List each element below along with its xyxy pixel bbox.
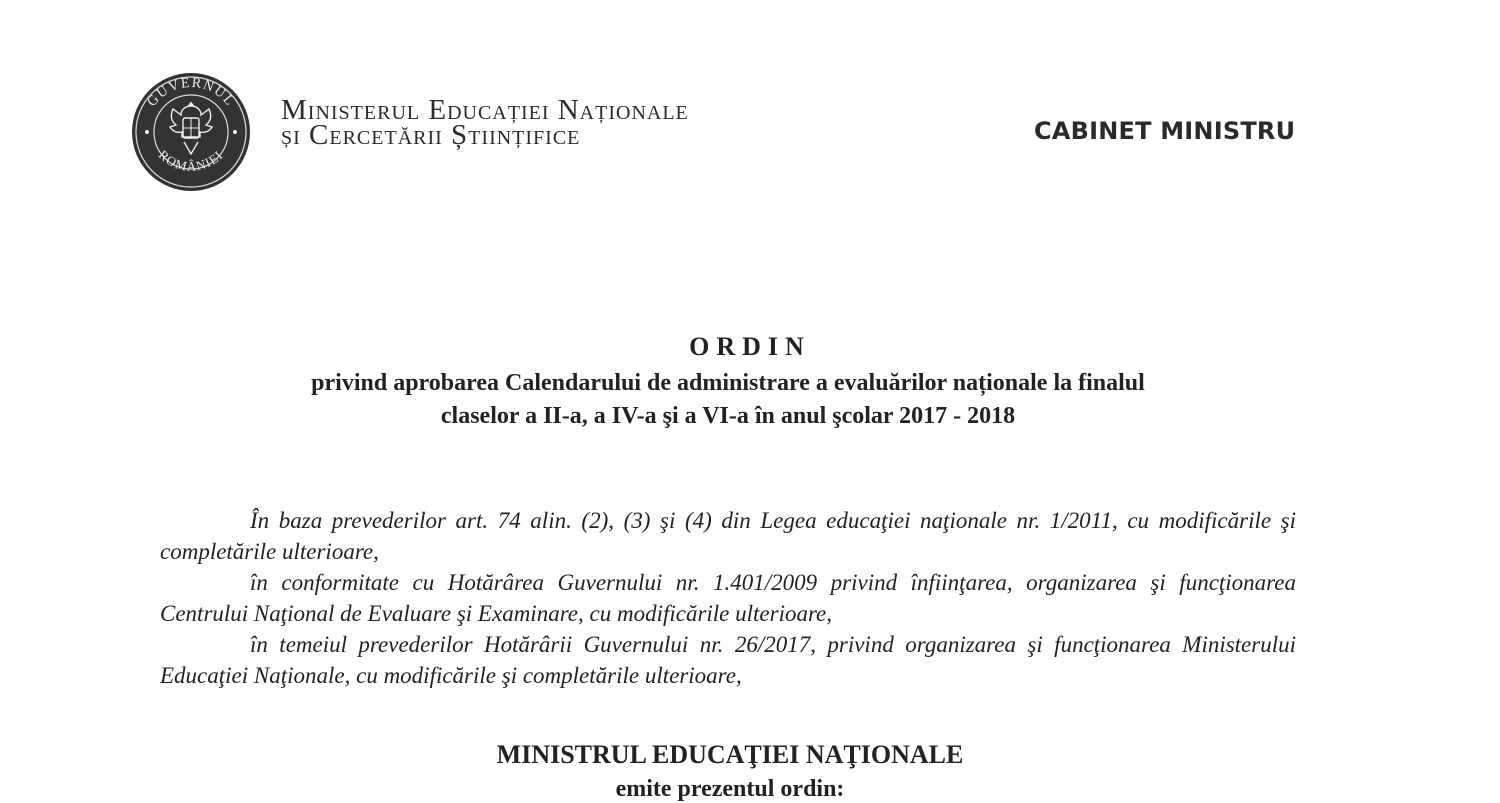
order-subtitle-line1: privind aprobarea Calendarului de administrare a evaluărilor naționale la finalul — [311, 370, 1145, 396]
svg-text:GUVERNUL: GUVERNUL — [144, 75, 238, 110]
issuance-line: emite prezentul ordin: — [615, 776, 845, 802]
government-seal-icon — [128, 72, 254, 192]
ministry-name — [281, 94, 689, 151]
preamble-paragraph: în temeiul prevederilor Hotărârii Guvernului nr. 26/2017, privind organizarea şi funcţionarea Ministerului Educaţiei Naţionale, cu modificările şi completările ulterioare, — [160, 632, 1296, 688]
preamble — [160, 505, 1296, 691]
ministry-name-line2: și Cercetării Științifice — [281, 119, 581, 151]
order-subtitle-line2: claselor a II-a, a IV-a şi a VI-a în anul şcolar 2017 - 2018 — [440, 403, 1016, 429]
order-title: ORDIN — [689, 332, 811, 361]
cabinet-label: CABINET MINISTRU — [1034, 117, 1296, 145]
order-subtitle — [160, 367, 1296, 433]
preamble-paragraph: În baza prevederilor art. 74 alin. (2), (3) şi (4) din Legea educaţiei naţionale nr. 1/2011, cu modificările şi completările ulterioare, — [160, 508, 1296, 564]
svg-text:ROMÂNIEI: ROMÂNIEI — [155, 147, 227, 174]
ministry-name-line1: Ministerul Educației Naționale — [281, 94, 689, 126]
issuer-heading: MINISTRUL EDUCAŢIEI NAŢIONALE — [496, 740, 964, 769]
preamble-paragraph: în conformitate cu Hotărârea Guvernului nr. 1.401/2009 privind înfiinţarea, organizarea şi funcţionarea Centrului Naţional de Evaluare şi Examinare, cu modificările ulterioare, — [160, 570, 1296, 626]
